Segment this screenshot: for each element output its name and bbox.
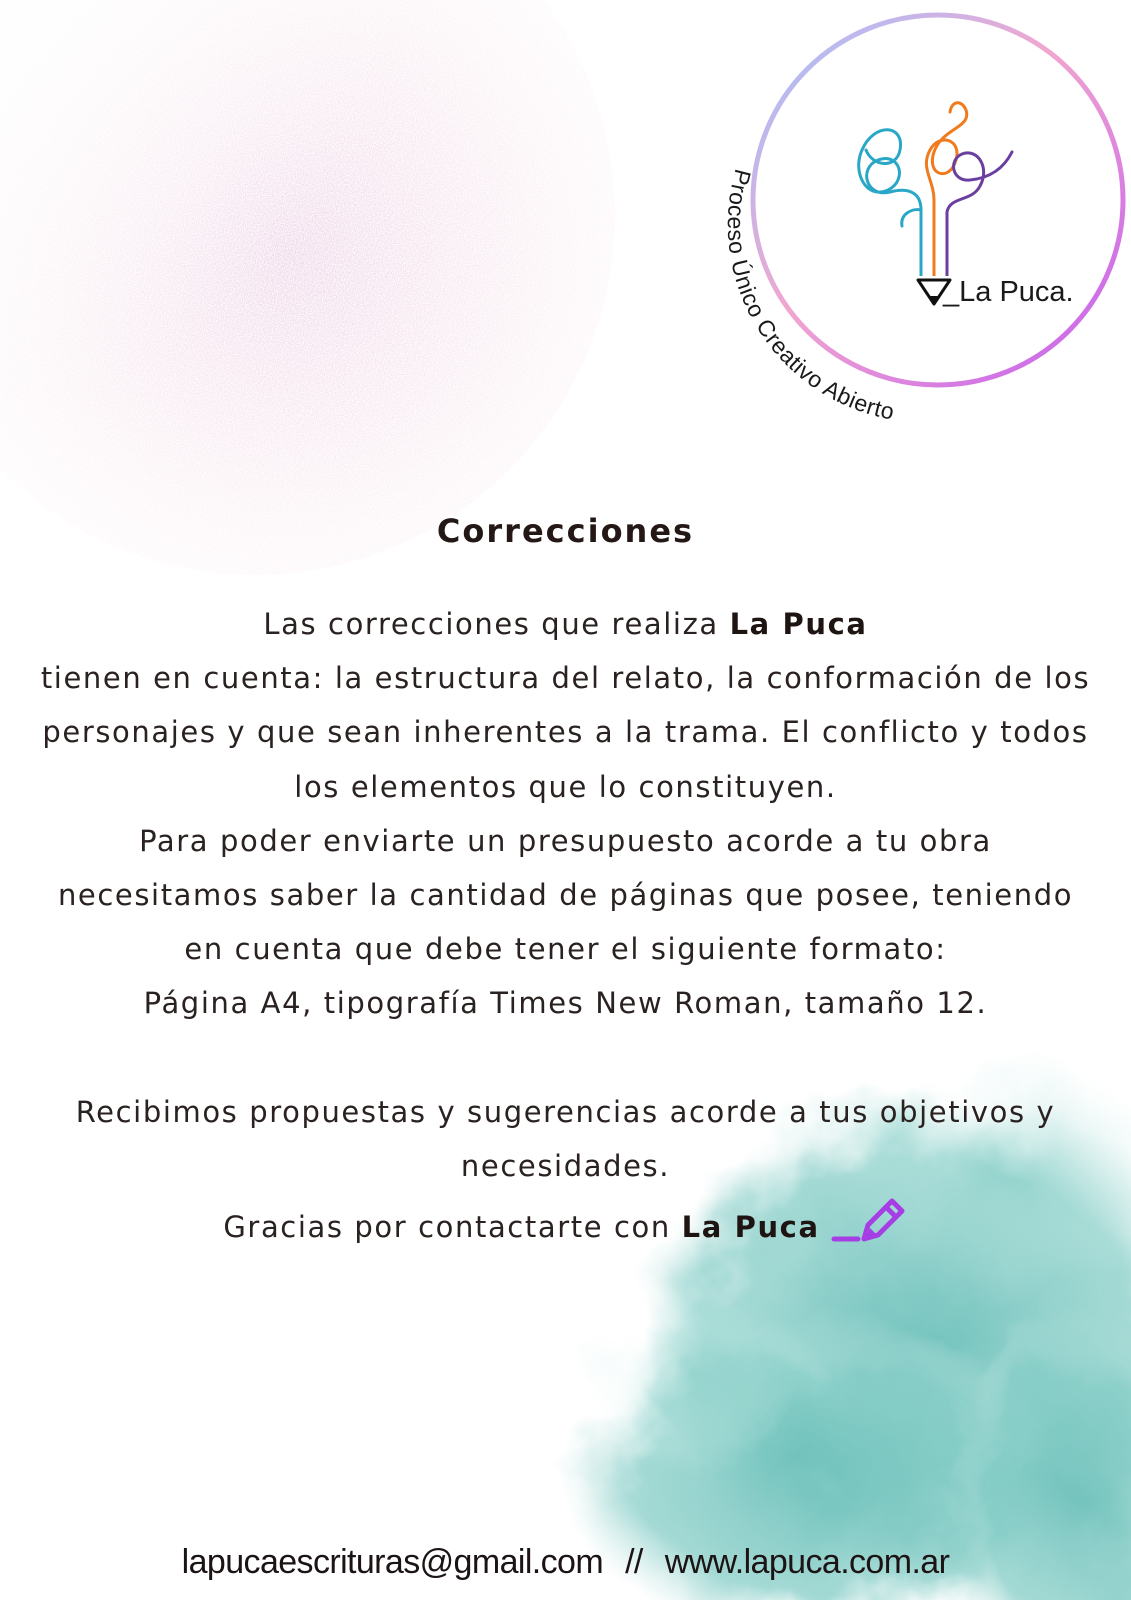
- footer-separator: //: [625, 1543, 643, 1581]
- thanks-brand: La Puca: [681, 1210, 820, 1245]
- paragraph-line: los elementos que lo constituyen.: [294, 769, 837, 804]
- page-title: Correcciones: [436, 512, 695, 550]
- logo-ring: [753, 15, 1123, 385]
- footer-email-link[interactable]: lapucaescrituras@gmail.com: [181, 1543, 604, 1581]
- intro-prefix: Las correcciones que realiza: [263, 607, 730, 641]
- thanks-line: [10, 1193, 1121, 1254]
- thanks-prefix: Gracias por contactarte con: [223, 1210, 682, 1245]
- paragraph-line: Página A4, tipografía Times New Roman, tamaño 12.: [143, 986, 988, 1021]
- paragraph-line: tienen en cuenta: la estructura del relato, la conformación de los: [40, 661, 1091, 696]
- logo-brand-name: _La Puca.: [943, 276, 1074, 308]
- proposal-line: Recibimos propuestas y sugerencias acorde a tus objetivos y: [75, 1094, 1056, 1129]
- paragraph-line: personajes y que sean inherentes a la trama. El conflicto y todos: [42, 715, 1089, 750]
- logo-tagline: [723, 167, 897, 425]
- la-puca-logo: [700, 0, 1131, 440]
- logo-tagline-text: Proceso Único Creativo Abierto: [722, 166, 897, 425]
- body-text: [10, 597, 1121, 1254]
- proposal-line: necesidades.: [460, 1149, 671, 1184]
- footer-website-link[interactable]: www.lapuca.com.ar: [664, 1543, 950, 1581]
- intro-line: [10, 597, 1121, 651]
- paragraph-line: necesitamos saber la cantidad de páginas que posee, teniendo: [57, 878, 1074, 913]
- purple-scribble: [947, 152, 1012, 270]
- footer-contact: [0, 1543, 1131, 1582]
- teal-loop: [902, 210, 921, 226]
- paragraph-line: en cuenta que debe tener el siguiente formato:: [184, 932, 947, 967]
- paragraph-line: Para poder enviarte un presupuesto acorde a tu obra: [139, 823, 992, 858]
- intro-brand: La Puca: [729, 607, 868, 641]
- pencil-icon: [830, 1193, 908, 1245]
- teal-scribble: [859, 130, 921, 270]
- spacer: [10, 1031, 1121, 1085]
